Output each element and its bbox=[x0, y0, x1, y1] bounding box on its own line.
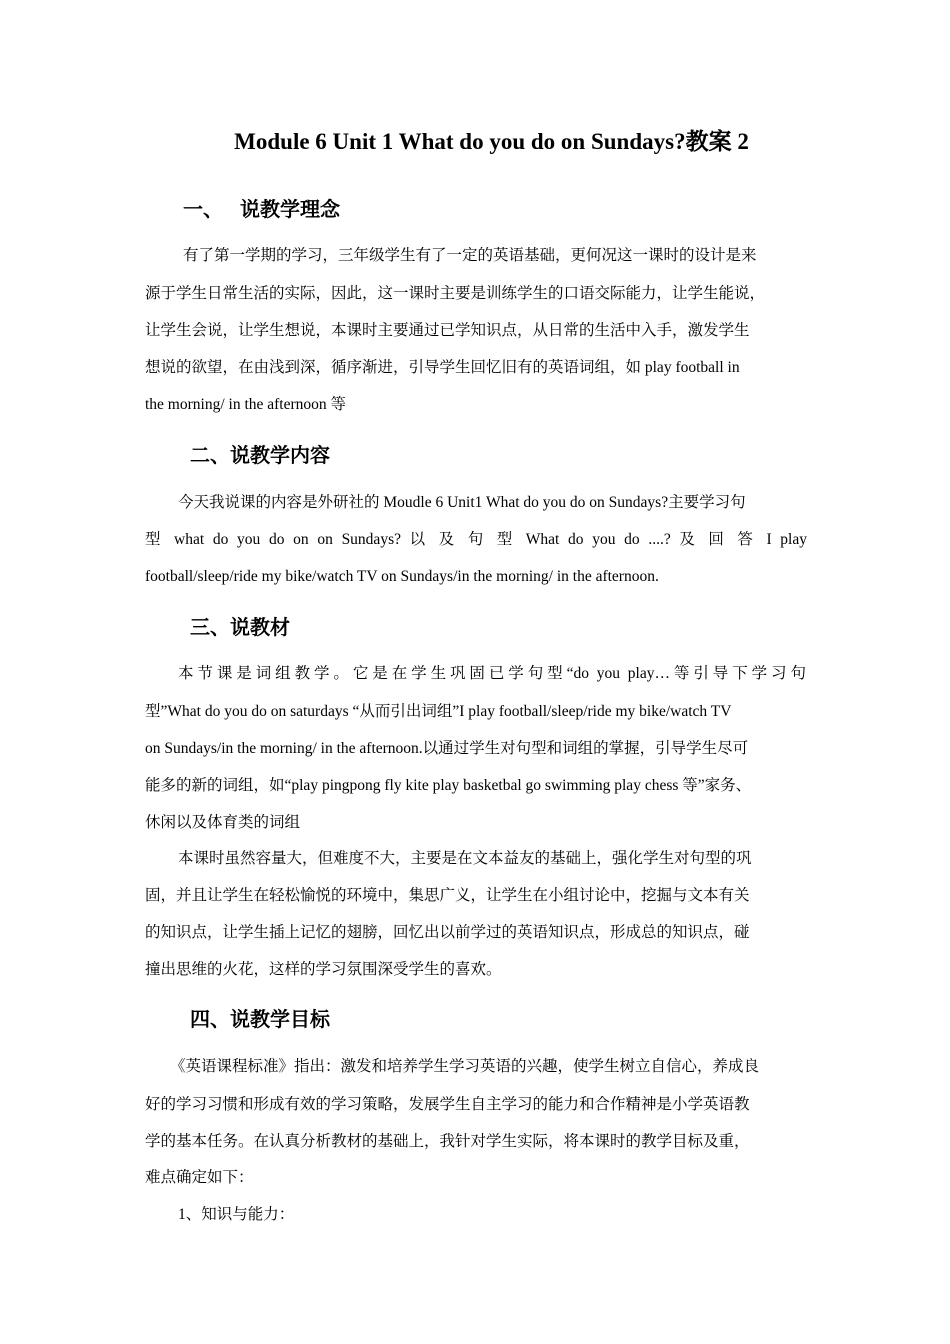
section-heading-1 bbox=[183, 195, 340, 223]
section-heading-2-text: 说教学内容 bbox=[230, 443, 330, 467]
section-heading-2-number: 二、 bbox=[190, 443, 230, 467]
paragraph-line: 本节课是词组教学。它是在学生巩固已学句型“do you play…等引导下学习句 bbox=[178, 665, 806, 682]
paragraph-line: football/sleep/ride my bike/watch TV on Sundays/in the morning/ in the afternoon. bbox=[145, 568, 659, 585]
section-heading-4-number: 四、 bbox=[190, 1007, 230, 1031]
paragraph-line: on Sundays/in the morning/ in the afternoon.以通过学生对句型和词组的掌握，引导学生尽可 bbox=[145, 740, 749, 757]
paragraph-line: 难点确定如下： bbox=[145, 1169, 254, 1186]
paragraph-line: the morning/ in the afternoon 等 bbox=[145, 396, 347, 413]
paragraph-line: 学的基本任务。在认真分析教材的基础上，我针对学生实际，将本课时的教学目标及重， bbox=[145, 1133, 750, 1150]
paragraph-line: 让学生会说，让学生想说，本课时主要通过已学知识点，从日常的生活中入手，激发学生 bbox=[145, 322, 750, 339]
section-heading-3 bbox=[190, 613, 290, 641]
paragraph-line: 好的学习习惯和形成有效的学习策略，发展学生自主学习的能力和合作精神是小学英语教 bbox=[145, 1096, 750, 1113]
section-heading-1-text: 说教学理念 bbox=[240, 197, 340, 221]
paragraph-line: 本课时虽然容量大，但难度不大，主要是在文本益友的基础上，强化学生对句型的巩 bbox=[178, 850, 752, 867]
section-heading-2 bbox=[190, 441, 330, 469]
section-heading-1-number: 一、 bbox=[183, 197, 223, 221]
paragraph-line: 有了第一学期的学习，三年级学生有了一定的英语基础，更何况这一课时的设计是来 bbox=[183, 247, 757, 264]
paragraph-line: 想说的欲望，在由浅到深，循序渐进，引导学生回忆旧有的英语词组，如 play football in bbox=[145, 359, 740, 376]
section-heading-3-text: 说教材 bbox=[230, 615, 290, 639]
paragraph-line: 今天我说课的内容是外研社的 Moudle 6 Unit1 What do you do on Sundays?主要学习句 bbox=[178, 494, 746, 511]
section-heading-3-number: 三、 bbox=[190, 615, 230, 639]
section-heading-4-text: 说教学目标 bbox=[230, 1007, 330, 1031]
paragraph-line: 休闲以及体育类的词组 bbox=[145, 814, 301, 831]
paragraph-line: 型 what do you do on on Sundays? 以 及 句 型 What do you do ....? 及 回 答 I play bbox=[145, 531, 807, 548]
paragraph-line: 能多的新的词组，如“play pingpong fly kite play basketbal go swimming play chess 等”家务、 bbox=[145, 777, 752, 794]
paragraph-line: 源于学生日常生活的实际，因此，这一课时主要是训练学生的口语交际能力，让学生能说， bbox=[145, 285, 766, 302]
paragraph-line: 型”What do you do on saturdays “从而引出词组”I play football/sleep/ride my bike/watch TV bbox=[145, 703, 732, 720]
paragraph-line: 1、知识与能力： bbox=[178, 1206, 295, 1223]
paragraph-line: 的知识点，让学生插上记忆的翅膀，回忆出以前学过的英语知识点，形成总的知识点，碰 bbox=[145, 924, 750, 941]
document-title: Module 6 Unit 1 What do you do on Sundays?教案 2 bbox=[234, 129, 749, 154]
paragraph-line: 撞出思维的火花，这样的学习氛围深受学生的喜欢。 bbox=[145, 961, 502, 978]
paragraph-line: 《英语课程标准》指出：激发和培养学生学习英语的兴趣，使学生树立自信心，养成良 bbox=[170, 1058, 760, 1075]
paragraph-line: 固，并且让学生在轻松愉悦的环境中，集思广义，让学生在小组讨论中，挖掘与文本有关 bbox=[145, 887, 750, 904]
section-heading-4 bbox=[190, 1005, 330, 1033]
